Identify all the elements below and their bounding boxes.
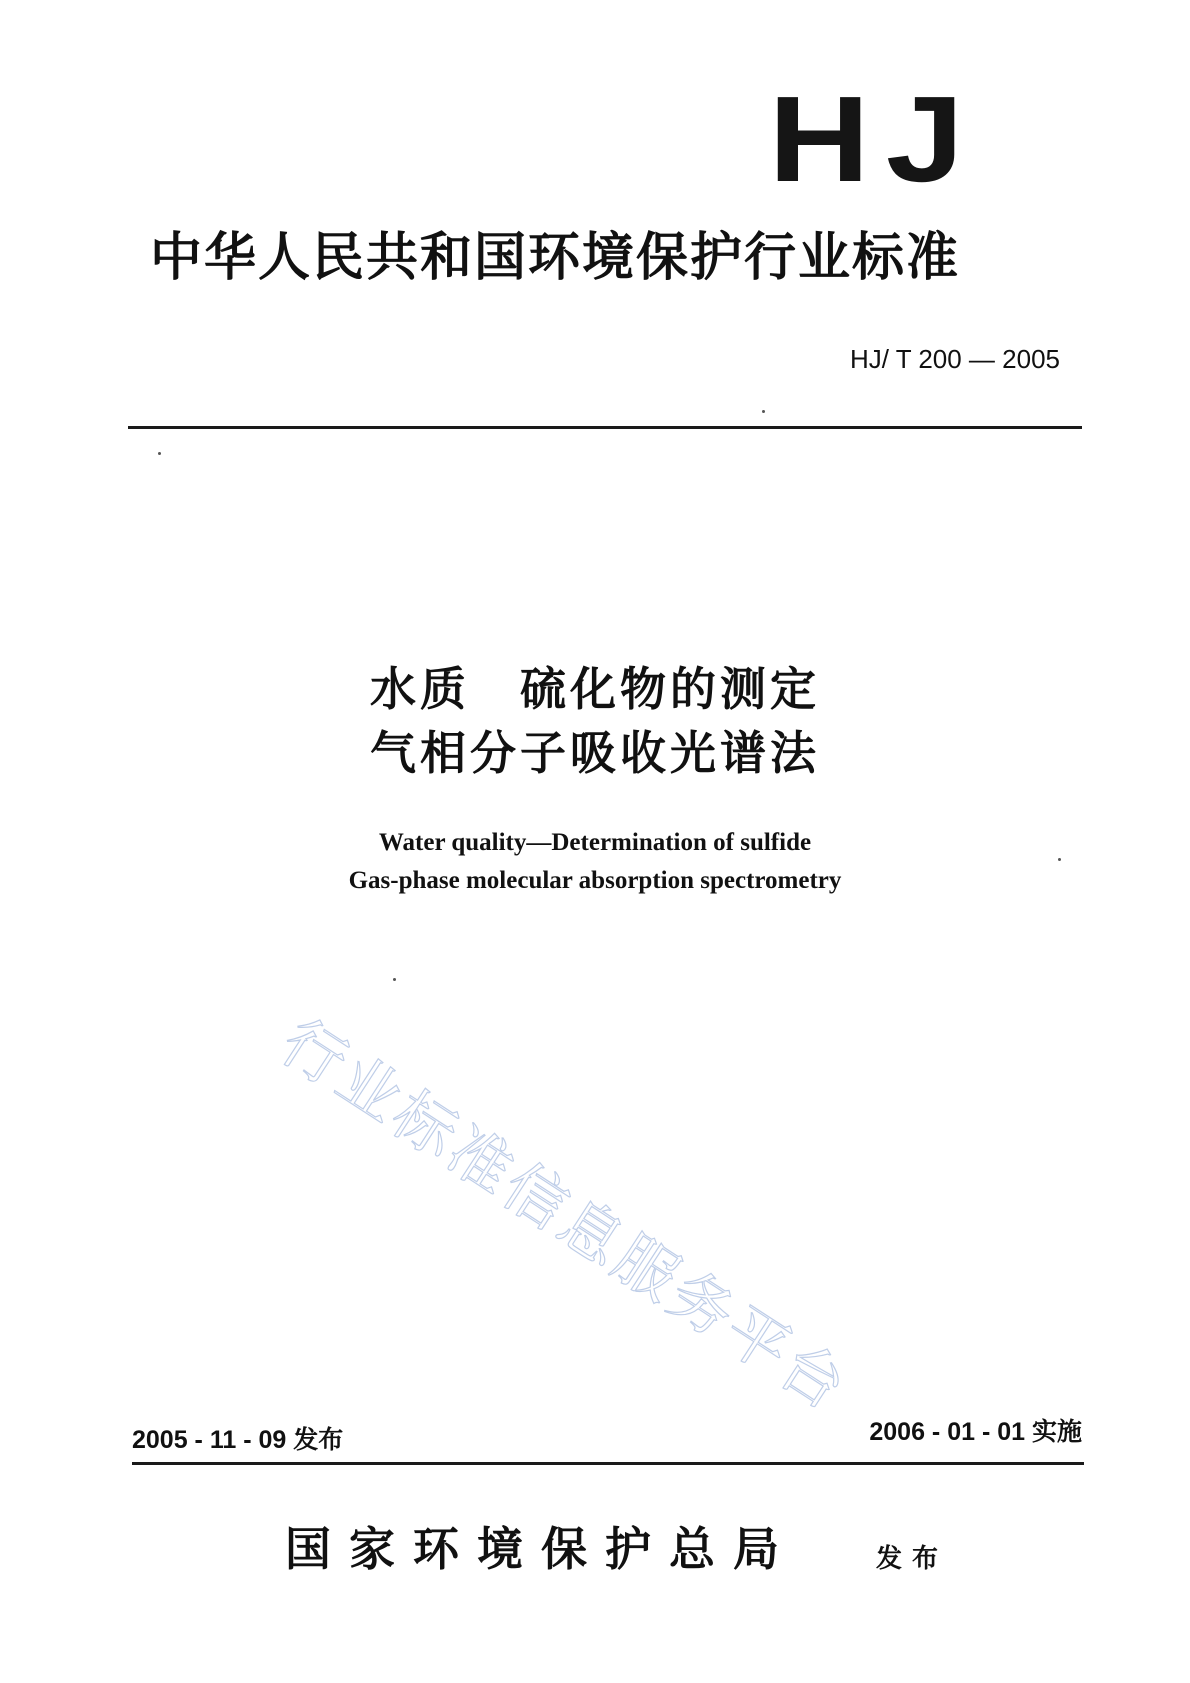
standard-number: HJ/ T 200 — 2005 [849,344,1060,374]
scan-speck [762,410,765,413]
publisher-name: 国家环境保护总局 [285,1522,797,1576]
scan-speck [1058,858,1061,861]
watermark: 行业标准信息服务平台 [268,1004,862,1426]
title-zh-line1: 水质 硫化物的测定 [370,662,820,716]
standard-category-title: 中华人民共和国环境保护行业标准 [150,228,961,288]
scan-speck [393,978,396,981]
implementation-date: 2006 - 01 - 01 实施 [869,1418,1082,1446]
hj-logo: HJ [768,71,980,207]
issue-date: 2005 - 11 - 09 发布 [132,1426,344,1454]
publish-label: 发布 [876,1544,949,1574]
title-en-line1: Water quality—Determination of sulfide [378,829,812,856]
title-zh-line2: 气相分子吸收光谱法 [370,726,820,780]
bottom-divider [132,1462,1084,1465]
title-en-line2: Gas-phase molecular absorption spectrometry [348,867,842,894]
top-divider [128,426,1082,429]
scan-speck [158,452,161,455]
